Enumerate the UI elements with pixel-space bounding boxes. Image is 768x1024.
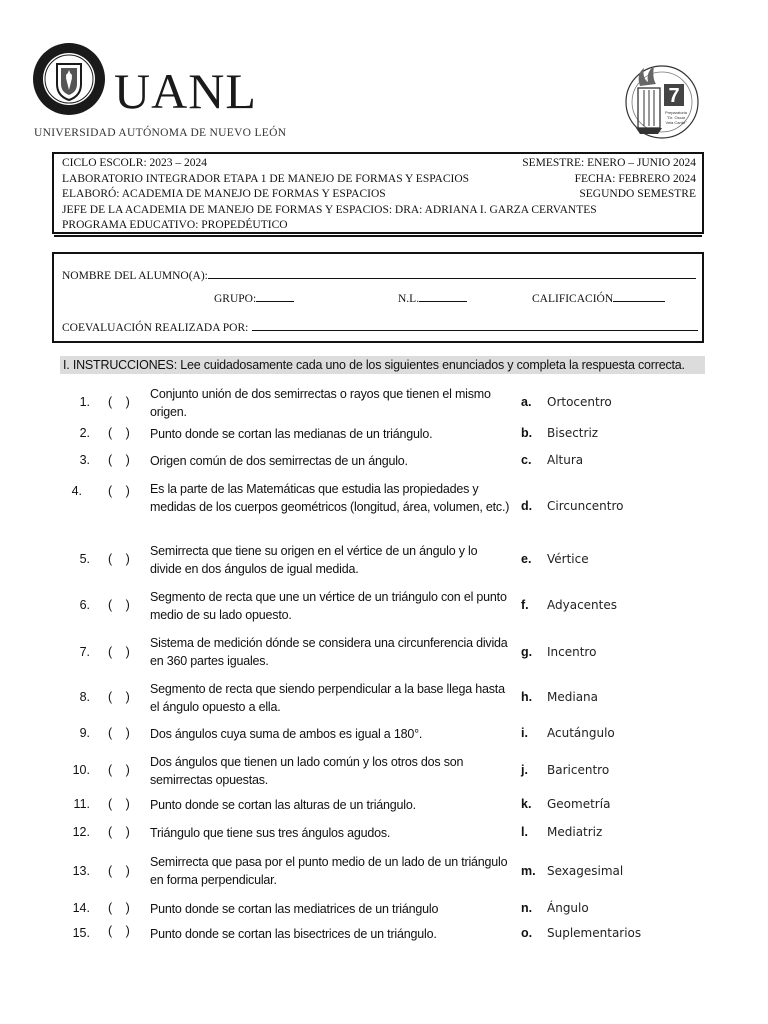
option-letter: f. [521, 598, 529, 612]
question-text: Semirrecta que pasa por el punto medio de un lado de un triángulo en forma perpendicular. [150, 855, 508, 887]
question-text: Punto donde se cortan las bisectrices de un triángulo. [150, 927, 437, 941]
info-row-ciclo [62, 156, 696, 172]
question-number: 13. [72, 864, 90, 878]
answer-blank[interactable]: ( ) [108, 395, 135, 409]
instructions-banner: I. INSTRUCCIONES: Lee cuidadosamente cada uno de los siguientes enunciados y completa la respuesta correcta. [60, 356, 705, 374]
info-row-jefe [62, 203, 696, 219]
question-number: 11. [73, 797, 90, 811]
university-name: UNIVERSIDAD AUTÓNOMA DE NUEVO LEÓN [34, 127, 287, 139]
semestre-text: SEMESTRE: ENERO – JUNIO 2024 [522, 157, 696, 169]
grupo-line [214, 291, 294, 305]
prepa-number: 7 [668, 85, 680, 107]
question-number: 7. [79, 645, 90, 659]
calificacion-line [532, 291, 665, 305]
programa-text: PROGRAMA EDUCATIVO: PROPEDÉUTICO [62, 219, 288, 232]
answer-blank[interactable]: ( ) [108, 797, 135, 811]
question-text: Origen común de dos semirrectas de un ángulo. [150, 454, 408, 468]
segundo-semestre-text: SEGUNDO SEMESTRE [579, 188, 696, 201]
option-text: Geometría [547, 797, 611, 811]
option-text: Mediana [547, 690, 598, 704]
answer-blank[interactable]: ( ) [108, 453, 135, 467]
question-number: 6. [79, 598, 90, 612]
option-text: Ortocentro [547, 395, 612, 409]
question-text: Punto donde se cortan las mediatrices de un triángulo [150, 902, 439, 916]
question-text: Segmento de recta que une un vértice de un triángulo con el punto medio de su lado opuesto. [150, 590, 507, 622]
option-text: Ángulo [547, 901, 589, 915]
option-letter: l. [521, 825, 528, 839]
uanl-wordmark: UANL [114, 63, 257, 119]
grupo-field[interactable] [256, 291, 294, 302]
option-letter: g. [521, 645, 533, 659]
course-info-box [52, 152, 704, 234]
question-number: 1. [79, 395, 90, 409]
question-text: Triángulo que tiene sus tres ángulos agudos. [150, 826, 391, 840]
answer-blank[interactable]: ( ) [108, 426, 135, 440]
option-letter: h. [521, 690, 533, 704]
nombre-line [62, 268, 696, 282]
elaboro-text: ELABORÓ: ACADEMIA DE MANEJO DE FORMAS Y ESPACIOS [62, 188, 386, 201]
nl-label: N.L. [398, 293, 420, 305]
option-text: Circuncentro [547, 499, 624, 513]
answer-blank[interactable]: ( ) [108, 645, 135, 659]
option-letter: n. [521, 901, 533, 915]
option-text: Sexagesimal [547, 864, 624, 878]
question-text: Semirrecta que tiene su origen en el vértice de un ángulo y lo divide en dos ángulos de igual medida. [150, 544, 478, 576]
ciclo-text: CICLO ESCOLR: 2023 – 2024 [62, 157, 208, 169]
question-number: 12. [72, 825, 90, 839]
nombre-label: NOMBRE DEL ALUMNO(A): [62, 270, 208, 282]
svg-text:"Dr. Oscar: "Dr. Oscar [666, 115, 686, 120]
coevaluacion-line [62, 320, 698, 334]
answer-blank[interactable]: ( ) [108, 924, 135, 938]
option-letter: o. [521, 926, 533, 940]
answer-blank[interactable]: ( ) [108, 901, 135, 915]
question-number: 3. [79, 453, 90, 467]
grupo-label: GRUPO: [214, 293, 257, 305]
info-row-laboratorio [62, 172, 696, 188]
question-number: 8. [79, 690, 90, 704]
question-number: 10. [72, 763, 90, 777]
jefe-text: JEFE DE LA ACADEMIA DE MANEJO DE FORMAS Y ESPACIOS: DRA: ADRIANA I. GARZA CERVANTES [62, 203, 597, 216]
option-letter: e. [521, 552, 532, 566]
option-text: Bisectriz [547, 426, 599, 440]
info-row-elaboro [62, 187, 696, 203]
answer-blank[interactable]: ( ) [108, 726, 135, 740]
option-letter: b. [521, 426, 533, 440]
option-text: Vértice [547, 552, 589, 566]
question-text: Sistema de medición dónde se considera una circunferencia divida en 360 partes iguales. [150, 636, 508, 668]
option-letter: m. [521, 864, 536, 878]
question-text: Dos ángulos que tienen un lado común y los otros dos son semirrectas opuestas. [150, 755, 464, 787]
question-text: Dos ángulos cuya suma de ambos es igual a 180°. [150, 727, 423, 741]
question-text: Segmento de recta que siendo perpendicular a la base llega hasta el ángulo opuesto a ella. [150, 682, 505, 714]
option-letter: j. [521, 763, 528, 777]
question-text: Conjunto unión de dos semirrectas o rayos que tienen el mismo origen. [150, 387, 491, 419]
answer-blank[interactable]: ( ) [108, 552, 135, 566]
option-letter: i. [521, 726, 528, 740]
info-row-programa [62, 218, 696, 234]
nl-line [398, 291, 467, 305]
question-number: 9. [79, 726, 90, 740]
laboratorio-text: LABORATORIO INTEGRADOR ETAPA 1 DE MANEJO DE FORMAS Y ESPACIOS [62, 172, 470, 185]
option-text: Altura [547, 453, 584, 467]
question-number: 4. [71, 484, 82, 498]
question-number: 5. [79, 552, 90, 566]
student-info-box [52, 252, 704, 343]
option-letter: c. [521, 453, 532, 467]
question-number: 2. [79, 426, 90, 440]
option-text: Baricentro [547, 763, 610, 777]
calificacion-field[interactable] [613, 291, 665, 302]
option-letter: k. [521, 797, 532, 811]
option-text: Mediatriz [547, 825, 603, 839]
question-number: 15. [72, 926, 90, 940]
nombre-field[interactable] [208, 268, 696, 279]
question-text: Punto donde se cortan las alturas de un triángulo. [150, 798, 416, 812]
option-letter: d. [521, 499, 533, 513]
calificacion-label: CALIFICACIÓN [532, 293, 614, 305]
option-text: Adyacentes [547, 598, 617, 612]
answer-blank[interactable]: ( ) [108, 864, 135, 878]
answer-blank[interactable]: ( ) [108, 690, 135, 704]
option-text: Incentro [547, 645, 597, 659]
question-text: Es la parte de las Matemáticas que estudia las propiedades y medidas de los cuerpos geométricos (longitud, área, volumen, etc.) [150, 482, 510, 514]
coevaluacion-label: COEVALUACIÓN REALIZADA POR: [62, 322, 249, 334]
answer-blank[interactable]: ( ) [108, 598, 135, 612]
answer-blank[interactable]: ( ) [108, 825, 135, 839]
fecha-text: FECHA: FEBRERO 2024 [574, 172, 696, 185]
coevaluacion-field[interactable] [252, 320, 698, 331]
nl-field[interactable] [419, 291, 467, 302]
question-text: Punto donde se cortan las medianas de un triángulo. [150, 427, 433, 441]
option-text: Acutángulo [547, 726, 615, 740]
option-letter: a. [521, 395, 532, 409]
svg-text:Vela Cantú": Vela Cantú" [665, 120, 687, 125]
answer-blank[interactable]: ( ) [108, 484, 135, 498]
answer-blank[interactable]: ( ) [108, 763, 135, 777]
option-text: Suplementarios [547, 926, 642, 940]
uanl-seal-logo [32, 42, 106, 116]
question-number: 14. [72, 901, 90, 915]
prepa-7-logo [618, 62, 704, 142]
svg-text:Preparatoria: Preparatoria [664, 110, 688, 115]
